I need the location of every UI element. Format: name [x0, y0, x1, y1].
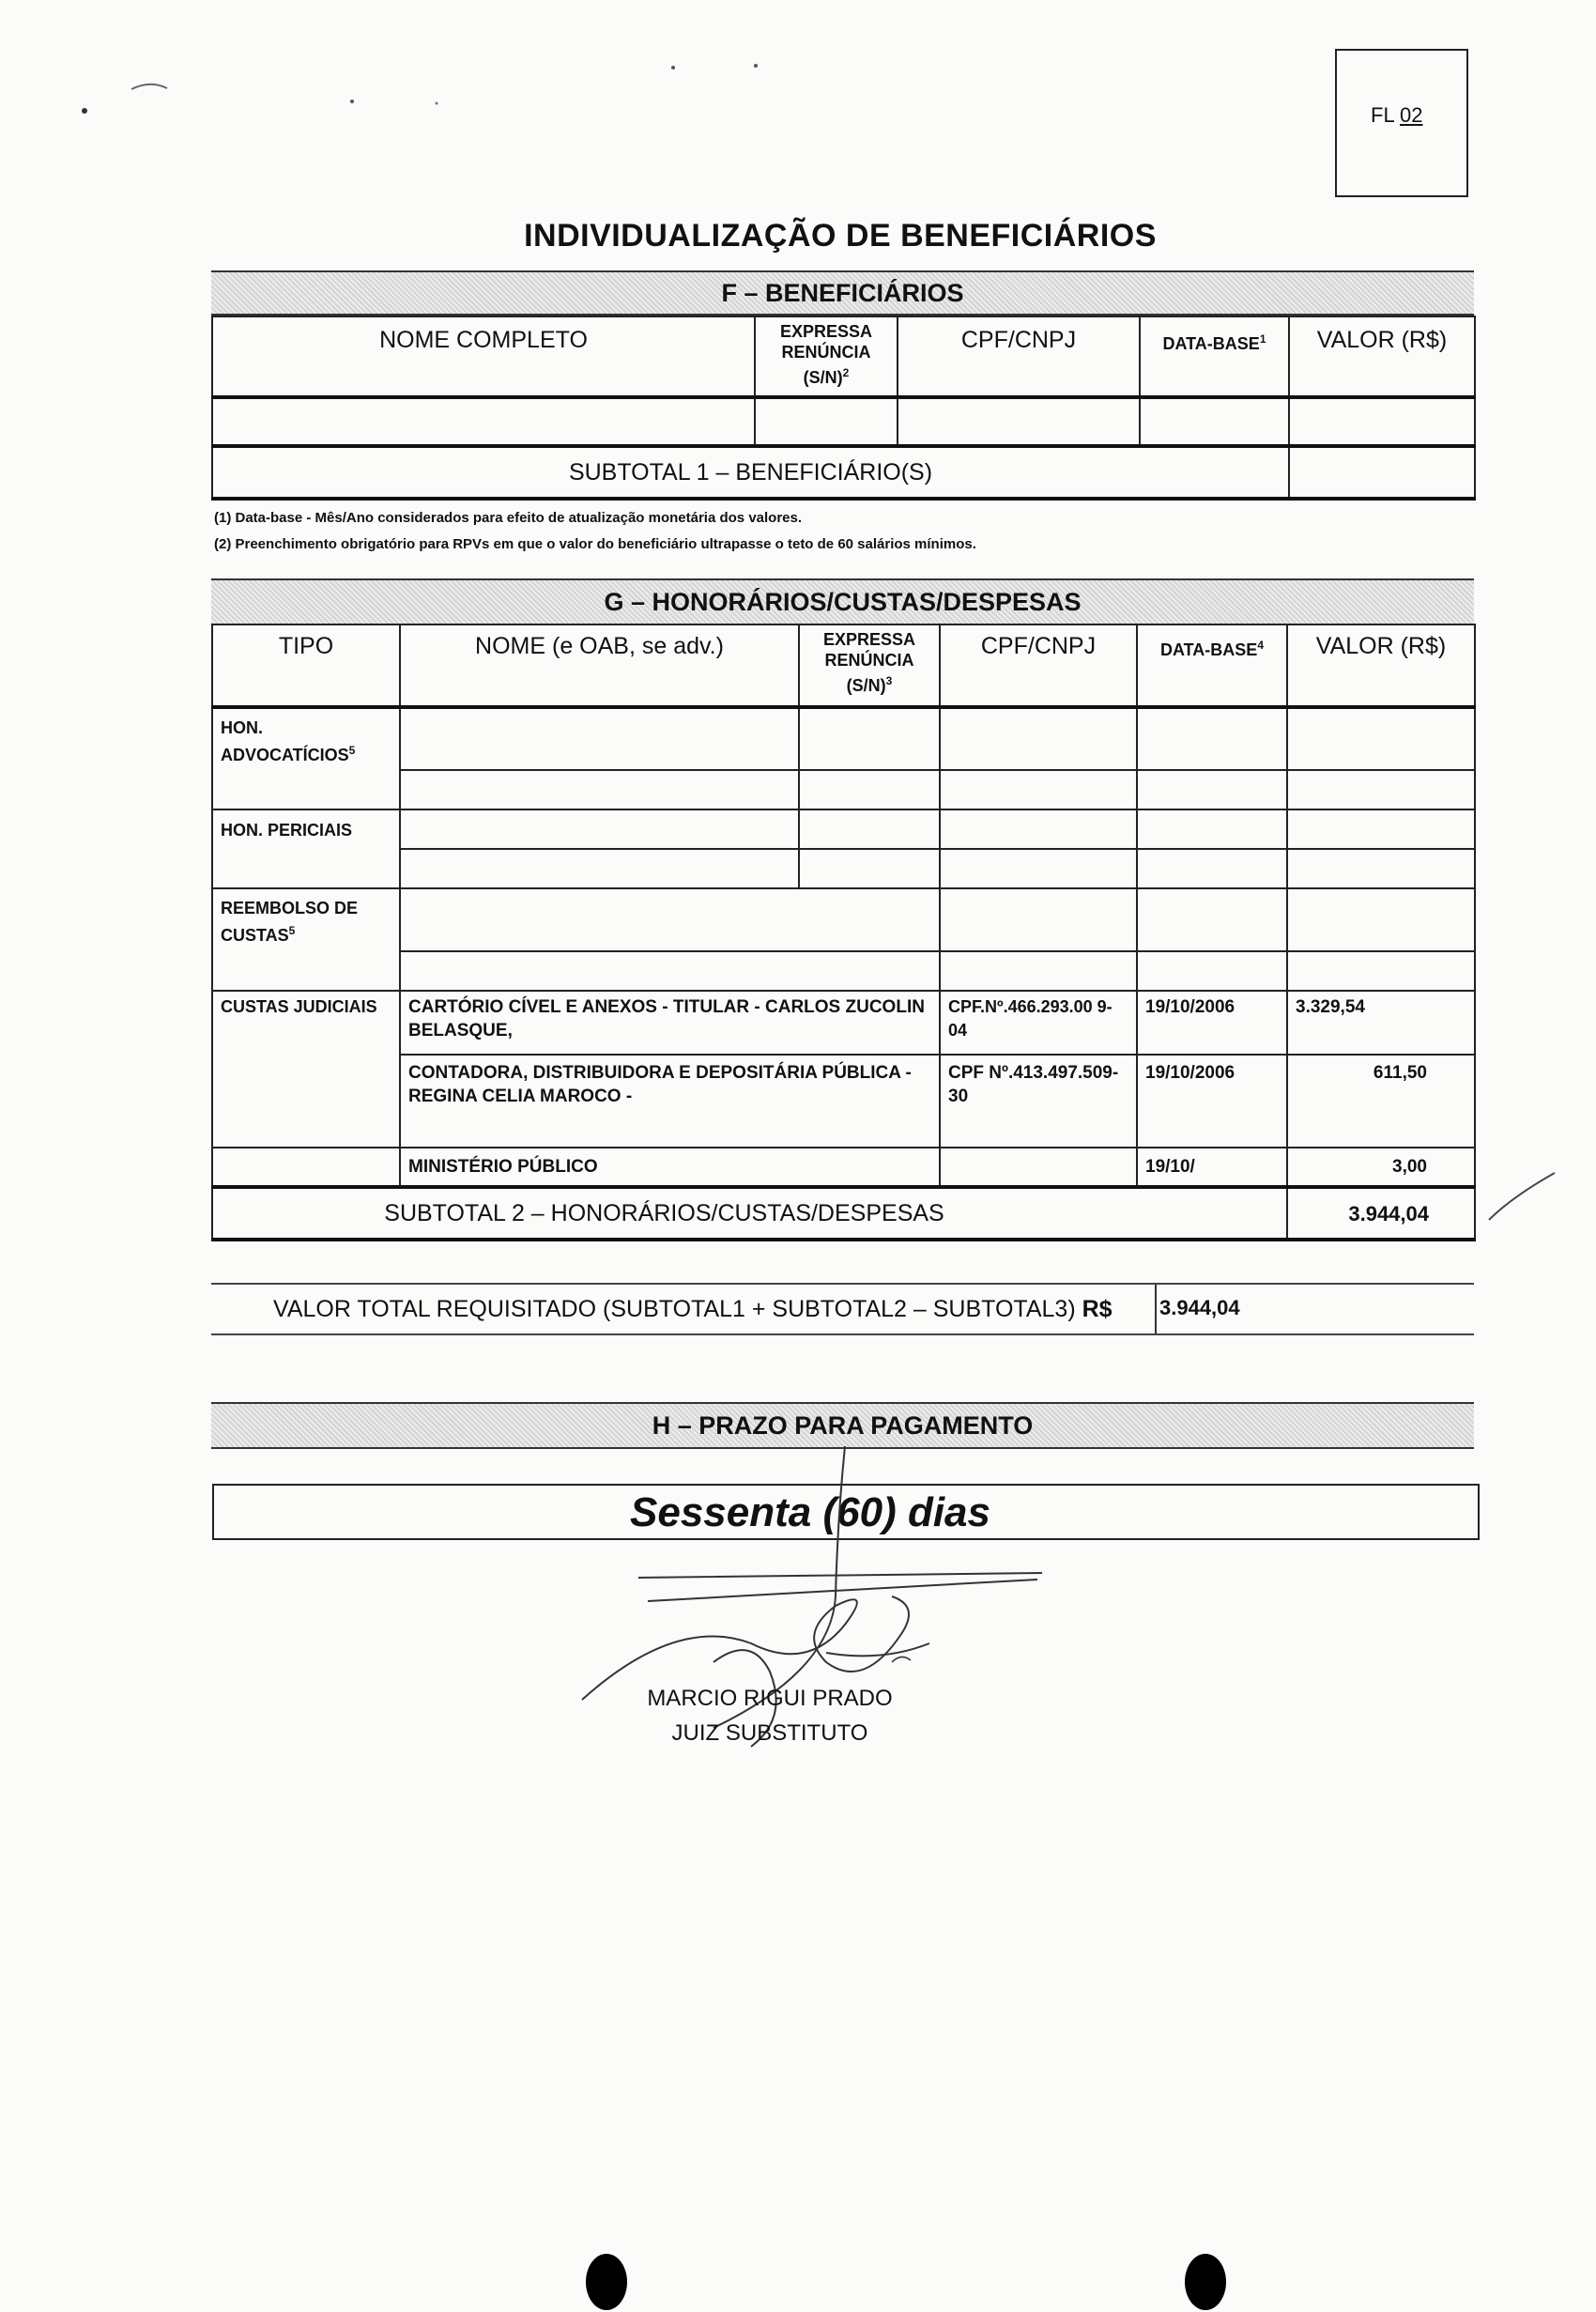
section-f-heading: F – BENEFICIÁRIOS	[211, 270, 1474, 316]
custas-row-1	[212, 991, 1475, 1055]
signer-role: JUIZ SUBSTITUTO	[671, 1720, 868, 1746]
label-custas-judiciais: CUSTAS JUDICIAIS	[212, 991, 400, 1055]
custas-2-valor: 611,50	[1287, 1055, 1475, 1148]
valor-total-row	[211, 1283, 1474, 1335]
header-data-base-g-text: DATA-BASE	[1159, 640, 1258, 659]
cell-empty	[799, 770, 940, 809]
custas-1-valor: 3.329,54	[1287, 991, 1475, 1055]
subtotal-2-row	[212, 1187, 1475, 1240]
cell-empty	[1137, 707, 1287, 770]
hon-periciais-row	[212, 809, 1475, 849]
cell-empty	[400, 770, 799, 809]
cell-empty	[799, 849, 940, 888]
label-reembolso-custas	[212, 888, 400, 951]
hon-advocaticios-row-2	[212, 770, 1475, 809]
custas-2-nome: CONTADORA, DISTRIBUIDORA E DEPOSITÁRIA PÚBLICA - REGINA CELIA MAROCO -	[400, 1055, 940, 1148]
reembolso-row-2	[212, 951, 1475, 991]
cell-empty	[940, 809, 1137, 849]
beneficiaries-table	[211, 316, 1476, 501]
cell-empty	[940, 888, 1137, 951]
cell-empty	[1140, 397, 1289, 446]
custas-3-nome: MINISTÉRIO PÚBLICO	[400, 1148, 940, 1187]
cell-empty	[1137, 770, 1287, 809]
label-reembolso-text: REEMBOLSO DE CUSTAS	[221, 899, 359, 945]
cell-empty	[1287, 849, 1475, 888]
subtotal-1-row	[212, 446, 1475, 499]
header-renuncia-text: EXPRESSA RENÚNCIA (S/N)	[779, 322, 873, 387]
reembolso-row	[212, 888, 1475, 951]
valor-total-divider	[1155, 1285, 1157, 1333]
valor-total-label-formula: (SUBTOTAL1 + SUBTOTAL2 – SUBTOTAL3)	[603, 1296, 1076, 1322]
cell-empty	[400, 707, 799, 770]
cell-empty	[400, 951, 940, 991]
header-data-base	[1140, 316, 1289, 397]
label-hon-advocaticios-note: 5	[348, 744, 356, 757]
label-hon-periciais: HON. PERICIAIS	[212, 809, 400, 849]
cell-empty	[1137, 849, 1287, 888]
page-title: INDIVIDUALIZAÇÃO DE BENEFICIÁRIOS	[524, 218, 1157, 254]
cell-empty	[212, 849, 400, 888]
margin-tick-mark	[1483, 1169, 1558, 1225]
header-expressa-renuncia	[755, 316, 898, 397]
cell-empty	[1287, 707, 1475, 770]
cell-empty	[400, 809, 799, 849]
custas-3-valor: 3,00	[1287, 1148, 1475, 1187]
cell-empty	[212, 1055, 400, 1148]
header-renuncia-g-text: EXPRESSA RENÚNCIA (S/N)	[822, 630, 916, 695]
cell-empty	[940, 951, 1137, 991]
subtotal-1-label: SUBTOTAL 1 – BENEFICIÁRIO(S)	[212, 446, 1289, 499]
section-g-heading: G – HONORÁRIOS/CUSTAS/DESPESAS	[211, 578, 1474, 625]
cell-empty	[1137, 888, 1287, 951]
section-h-heading: H – PRAZO PARA PAGAMENTO	[211, 1402, 1474, 1449]
fees-table	[211, 624, 1476, 1241]
header-renuncia-note: 2	[842, 366, 850, 379]
custas-row-2	[212, 1055, 1475, 1148]
page-number-value: 02	[1399, 103, 1423, 127]
cell-empty	[212, 951, 400, 991]
cell-empty	[1137, 951, 1287, 991]
valor-total-label-main: VALOR TOTAL REQUISITADO	[273, 1296, 597, 1322]
subtotal-1-value	[1289, 446, 1475, 499]
punch-hole-right	[1185, 2254, 1226, 2310]
header-cpf-cnpj-g: CPF/CNPJ	[940, 624, 1137, 707]
subtotal-2-label: SUBTOTAL 2 – HONORÁRIOS/CUSTAS/DESPESAS	[212, 1187, 1287, 1240]
page-number-label: FL	[1371, 103, 1394, 127]
hon-periciais-row-2	[212, 849, 1475, 888]
valor-total-label	[273, 1296, 1113, 1323]
custas-2-cpf: CPF Nº.413.497.509-30	[940, 1055, 1137, 1148]
label-hon-advocaticios-text: HON. ADVOCATÍCIOS	[221, 718, 349, 764]
cell-empty	[799, 809, 940, 849]
header-cpf-cnpj: CPF/CNPJ	[898, 316, 1140, 397]
header-data-base-text: DATA-BASE	[1162, 334, 1260, 353]
cell-empty	[1287, 951, 1475, 991]
footnote-1: (1) Data-base - Mês/Ano considerados para efeito de atualização monetária dos valores.	[214, 510, 803, 526]
header-data-base-g-note: 4	[1257, 639, 1264, 652]
cell-empty	[400, 888, 940, 951]
header-nome-oab: NOME (e OAB, se adv.)	[400, 624, 799, 707]
valor-total-currency: R$	[1082, 1296, 1113, 1322]
header-tipo: TIPO	[212, 624, 400, 707]
header-expressa-renuncia-g	[799, 624, 940, 707]
cell-empty	[940, 849, 1137, 888]
cell-empty	[799, 707, 940, 770]
header-data-base-note: 1	[1259, 332, 1266, 346]
cell-empty	[898, 397, 1140, 446]
custas-1-cpf: CPF.Nº.466.293.00 9-04	[940, 991, 1137, 1055]
label-reembolso-note: 5	[288, 924, 296, 937]
custas-3-data: 19/10/	[1137, 1148, 1287, 1187]
custas-3-cpf	[940, 1148, 1137, 1187]
custas-1-nome: CARTÓRIO CÍVEL E ANEXOS - TITULAR - CARLOS ZUCOLIN BELASQUE,	[400, 991, 940, 1055]
header-data-base-g	[1137, 624, 1287, 707]
cell-empty	[212, 1148, 400, 1187]
cell-empty	[940, 707, 1137, 770]
label-hon-advocaticios	[212, 707, 400, 770]
footnote-2: (2) Preenchimento obrigatório para RPVs em que o valor do beneficiário ultrapasse o teto de 60 salários mínimos.	[214, 536, 976, 552]
header-renuncia-g-note: 3	[885, 674, 893, 687]
fees-header-row	[212, 624, 1475, 707]
header-nome-completo: NOME COMPLETO	[212, 316, 755, 397]
punch-hole-left	[586, 2254, 627, 2310]
subtotal-2-value: 3.944,04	[1287, 1187, 1475, 1240]
header-valor: VALOR (R$)	[1289, 316, 1475, 397]
cell-empty	[940, 770, 1137, 809]
beneficiary-row-empty	[212, 397, 1475, 446]
cell-empty	[1289, 397, 1475, 446]
cell-empty	[212, 397, 755, 446]
custas-2-data: 19/10/2006	[1137, 1055, 1287, 1148]
header-valor-g: VALOR (R$)	[1287, 624, 1475, 707]
hon-advocaticios-row	[212, 707, 1475, 770]
signer-name: MARCIO RIGUI PRADO	[647, 1686, 893, 1711]
cell-empty	[1287, 770, 1475, 809]
valor-total-value: 3.944,04	[1159, 1296, 1240, 1319]
scan-specks	[0, 0, 1596, 188]
custas-1-data: 19/10/2006	[1137, 991, 1287, 1055]
cell-empty	[1137, 809, 1287, 849]
cell-empty	[212, 770, 400, 809]
custas-row-3	[212, 1148, 1475, 1187]
prazo-value: Sessenta (60) dias	[630, 1489, 990, 1535]
cell-empty	[1287, 888, 1475, 951]
cell-empty	[400, 849, 799, 888]
cell-empty	[755, 397, 898, 446]
cell-empty	[1287, 809, 1475, 849]
beneficiaries-header-row	[212, 316, 1475, 397]
